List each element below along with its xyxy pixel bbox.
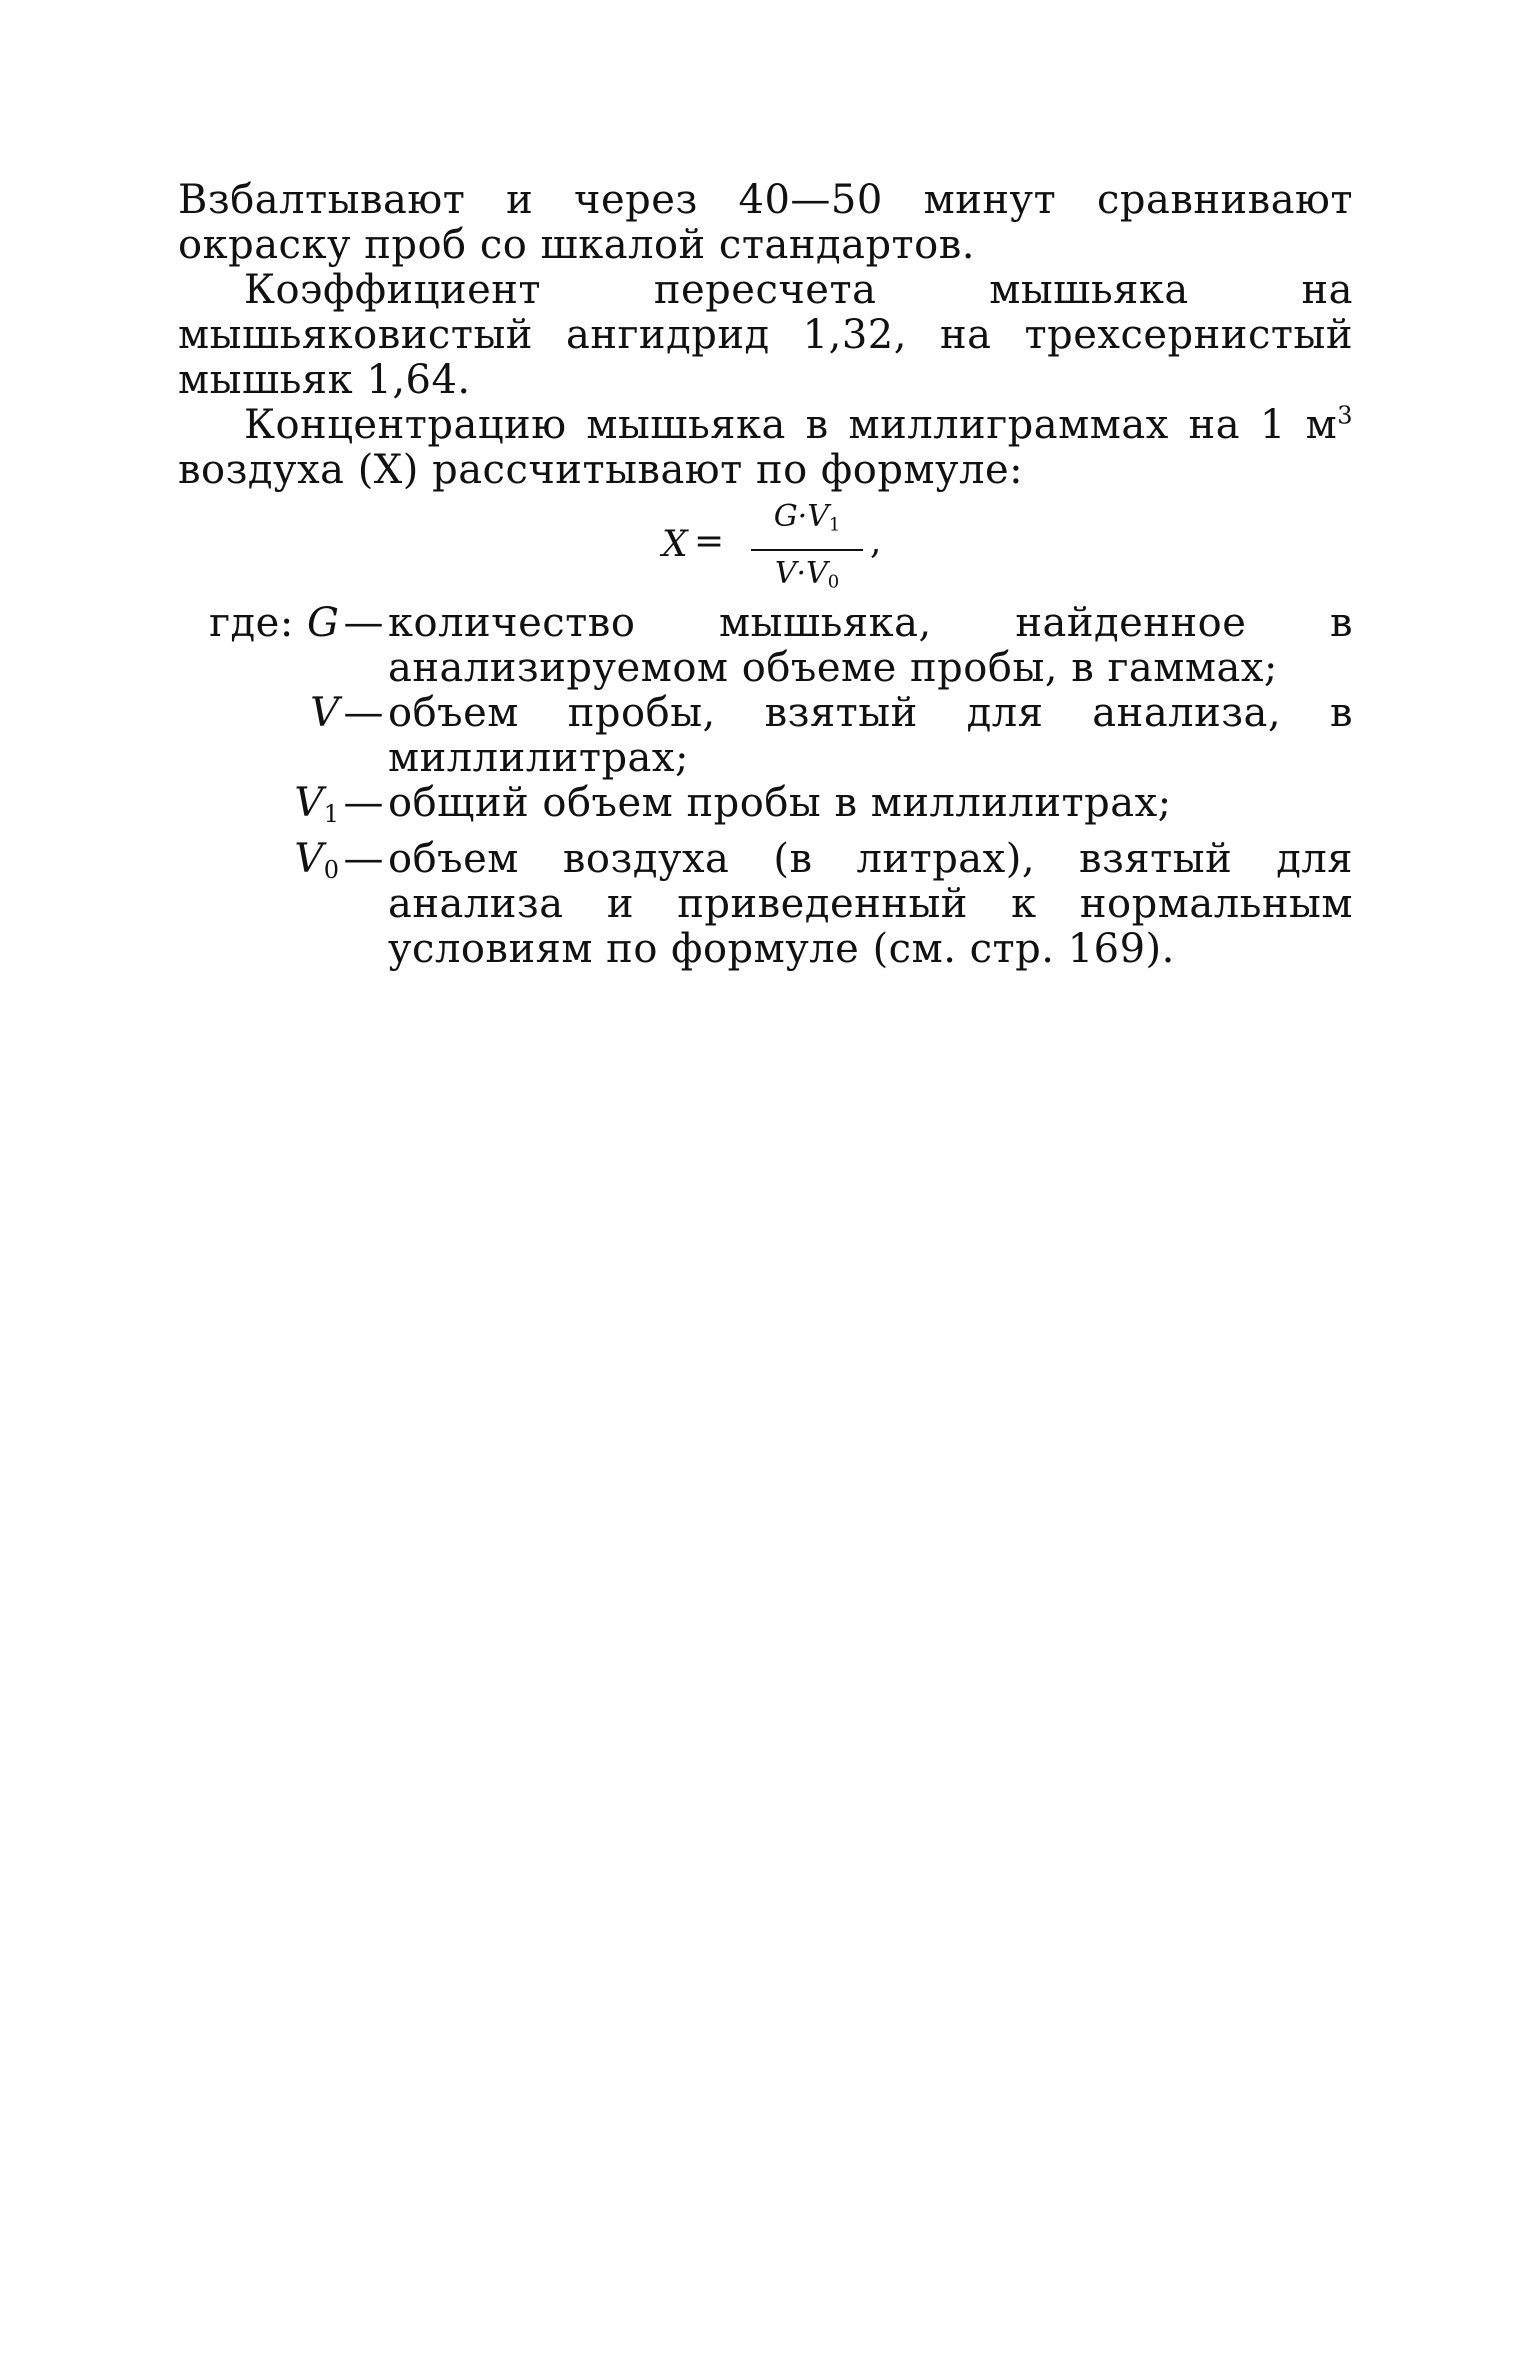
paragraph-concentration [178,403,1353,493]
symbol-g: G [307,600,340,646]
definition-text: объем воздуха (в литрах), взятый для анализа и приведенный к нормальным условиям по формуле (см. стр. 169). [388,836,1353,972]
cubic-superscript: 3 [1337,401,1353,430]
symbol-v0-subscript: 0 [323,856,340,884]
formula-comma: , [870,521,882,562]
formula-equals: = [694,521,725,562]
symbol-v1: V [294,780,324,826]
numerator-subscript: 1 [828,514,841,536]
definition-symbol [178,691,388,781]
numerator-text: G·V [773,499,829,534]
paragraph-coefficient: Коэффициент пересчета мышьяка на мышьяковистый ангидрид 1,32, на трехсернистый мышьяк 1,64. [178,267,1353,403]
definition-symbol [178,601,388,691]
definition-item [178,601,1353,691]
definition-symbol [178,781,388,837]
definition-item [178,781,1353,837]
symbol-v: V [310,690,340,736]
formula-numerator [751,497,863,546]
formula-lhs: X [662,524,688,565]
denominator-subscript: 0 [827,571,840,592]
definition-item [178,837,1353,972]
formula-fraction [751,497,863,602]
definition-item [178,691,1353,781]
paragraph-shaking: Взбалтывают и через 40—50 минут сравнивают окраску проб со шкалой стандартов. [178,177,1353,268]
definition-text: общий объем пробы в миллилитрах; [388,780,1172,826]
paragraph-concentration-text-b: воздуха (X) рассчитывают по формуле: [178,447,1024,493]
document-page [178,178,1353,972]
symbol-v0: V [294,836,324,882]
definition-text: объем пробы, взятый для анализа, в миллилитрах; [388,690,1353,781]
dash: — [343,600,384,646]
formula-denominator [751,554,863,603]
where-label: где: [209,600,294,646]
paragraph-concentration-text-a: Концентрацию мышьяка в миллиграммах на 1 м [244,402,1338,448]
definition-symbol [178,837,388,972]
fraction-bar [751,549,863,551]
denominator-text: V·V [774,555,828,591]
formula [178,497,1353,595]
dash: — [343,780,384,826]
dash: — [343,836,384,882]
definitions-list [178,601,1353,972]
symbol-v1-subscript: 1 [323,800,340,828]
definition-text: количество мышьяка, найденное в анализируемом объеме пробы, в гаммах; [388,600,1353,691]
dash: — [343,690,384,736]
